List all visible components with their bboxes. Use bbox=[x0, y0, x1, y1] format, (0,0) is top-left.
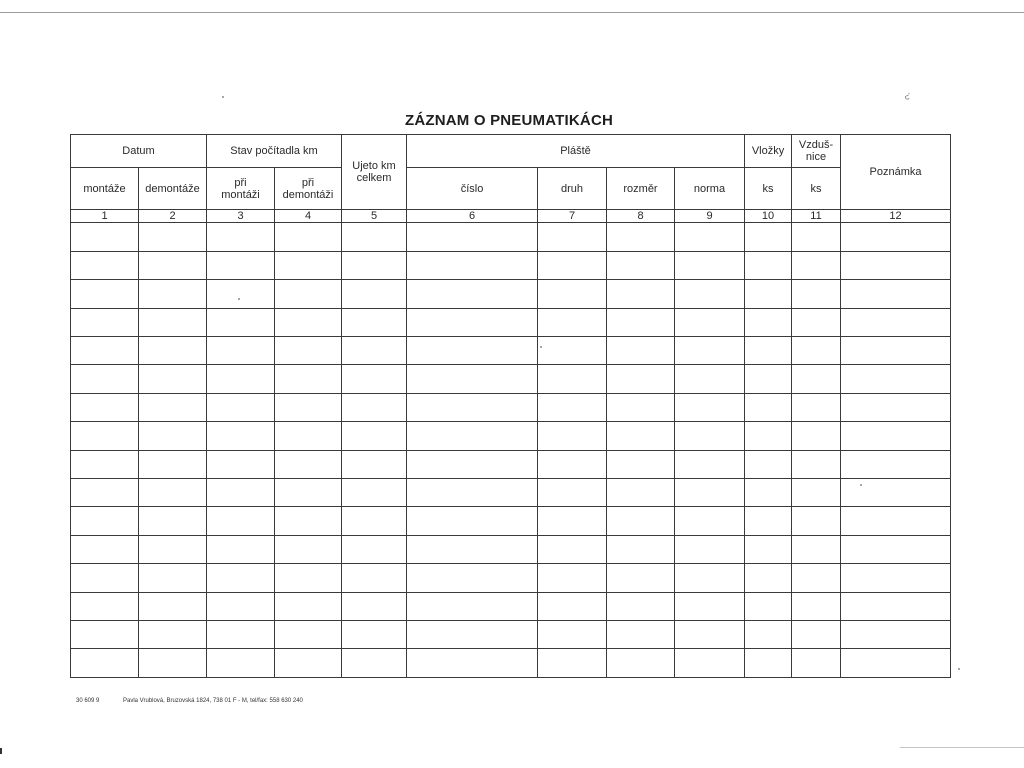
header-demontaze: demontáže bbox=[139, 168, 207, 210]
empty-cell bbox=[139, 649, 207, 678]
empty-cell bbox=[275, 280, 342, 308]
empty-cell bbox=[207, 507, 275, 535]
empty-cell bbox=[139, 592, 207, 620]
empty-cell bbox=[407, 620, 538, 648]
empty-cell bbox=[675, 365, 745, 393]
footer-form-code: 30 609 9 bbox=[76, 698, 100, 704]
empty-cell bbox=[792, 507, 841, 535]
empty-cell bbox=[538, 280, 607, 308]
empty-cell bbox=[675, 450, 745, 478]
column-number: 9 bbox=[675, 210, 745, 223]
empty-cell bbox=[675, 620, 745, 648]
empty-cell bbox=[207, 592, 275, 620]
empty-cell bbox=[207, 393, 275, 421]
corner-mark: ¿ bbox=[903, 89, 913, 102]
header-vzdusnice-ks: ks bbox=[792, 168, 841, 210]
empty-cell bbox=[607, 535, 675, 563]
empty-cell bbox=[342, 393, 407, 421]
table-row bbox=[71, 564, 951, 592]
empty-cell bbox=[342, 535, 407, 563]
empty-cell bbox=[139, 365, 207, 393]
empty-cell bbox=[841, 564, 951, 592]
empty-cell bbox=[607, 308, 675, 336]
header-vlozky: Vložky bbox=[745, 135, 792, 168]
empty-cell bbox=[71, 336, 139, 364]
empty-cell bbox=[607, 507, 675, 535]
empty-cell bbox=[275, 564, 342, 592]
empty-cell bbox=[792, 308, 841, 336]
empty-cell bbox=[139, 507, 207, 535]
empty-cell bbox=[607, 393, 675, 421]
table-body bbox=[71, 135, 951, 678]
empty-cell bbox=[841, 251, 951, 279]
empty-cell bbox=[841, 535, 951, 563]
empty-cell bbox=[792, 592, 841, 620]
table-row bbox=[71, 280, 951, 308]
empty-cell bbox=[139, 535, 207, 563]
empty-cell bbox=[538, 535, 607, 563]
empty-cell bbox=[607, 478, 675, 506]
empty-cell bbox=[342, 336, 407, 364]
empty-cell bbox=[275, 535, 342, 563]
empty-cell bbox=[841, 223, 951, 251]
empty-cell bbox=[342, 251, 407, 279]
column-number-row bbox=[71, 210, 951, 223]
empty-cell bbox=[342, 280, 407, 308]
empty-cell bbox=[139, 450, 207, 478]
empty-cell bbox=[675, 649, 745, 678]
empty-cell bbox=[745, 223, 792, 251]
scan-edge-rule bbox=[900, 747, 1024, 748]
table-row bbox=[71, 336, 951, 364]
table-row bbox=[71, 223, 951, 251]
table-row bbox=[71, 251, 951, 279]
empty-cell bbox=[538, 223, 607, 251]
empty-cell bbox=[675, 564, 745, 592]
header-vzdusnice-line2: nice bbox=[805, 151, 827, 164]
empty-cell bbox=[275, 336, 342, 364]
empty-cell bbox=[538, 649, 607, 678]
empty-cell bbox=[342, 620, 407, 648]
empty-cell bbox=[407, 365, 538, 393]
header-row-2 bbox=[71, 168, 951, 210]
header-norma: norma bbox=[675, 168, 745, 210]
empty-cell bbox=[71, 308, 139, 336]
empty-cell bbox=[71, 507, 139, 535]
empty-cell bbox=[275, 620, 342, 648]
empty-cell bbox=[841, 507, 951, 535]
scan-edge-mark bbox=[0, 748, 2, 754]
empty-cell bbox=[745, 251, 792, 279]
column-number: 2 bbox=[139, 210, 207, 223]
empty-cell bbox=[207, 308, 275, 336]
scan-speck bbox=[540, 346, 542, 348]
header-rozmer: rozměr bbox=[607, 168, 675, 210]
empty-cell bbox=[407, 223, 538, 251]
header-vlozky-ks: ks bbox=[745, 168, 792, 210]
empty-cell bbox=[139, 251, 207, 279]
empty-cell bbox=[538, 308, 607, 336]
header-datum: Datum bbox=[71, 135, 207, 168]
empty-cell bbox=[407, 308, 538, 336]
empty-cell bbox=[538, 365, 607, 393]
empty-cell bbox=[139, 564, 207, 592]
column-number: 4 bbox=[275, 210, 342, 223]
empty-cell bbox=[745, 365, 792, 393]
empty-cell bbox=[407, 478, 538, 506]
empty-cell bbox=[538, 251, 607, 279]
empty-cell bbox=[342, 365, 407, 393]
empty-cell bbox=[207, 450, 275, 478]
empty-cell bbox=[841, 422, 951, 450]
empty-cell bbox=[745, 478, 792, 506]
empty-cell bbox=[407, 564, 538, 592]
empty-cell bbox=[342, 478, 407, 506]
empty-cell bbox=[745, 649, 792, 678]
scan-speck bbox=[222, 96, 224, 98]
empty-cell bbox=[342, 564, 407, 592]
empty-cell bbox=[841, 649, 951, 678]
empty-cell bbox=[275, 450, 342, 478]
empty-cell bbox=[792, 649, 841, 678]
empty-cell bbox=[792, 422, 841, 450]
empty-cell bbox=[207, 649, 275, 678]
empty-cell bbox=[139, 308, 207, 336]
empty-cell bbox=[342, 308, 407, 336]
empty-cell bbox=[275, 422, 342, 450]
empty-cell bbox=[71, 649, 139, 678]
empty-cell bbox=[538, 336, 607, 364]
empty-cell bbox=[207, 223, 275, 251]
empty-cell bbox=[792, 365, 841, 393]
empty-cell bbox=[407, 507, 538, 535]
empty-cell bbox=[607, 592, 675, 620]
table-row bbox=[71, 450, 951, 478]
empty-cell bbox=[275, 393, 342, 421]
empty-cell bbox=[792, 478, 841, 506]
empty-cell bbox=[71, 450, 139, 478]
column-number: 1 bbox=[71, 210, 139, 223]
empty-cell bbox=[675, 478, 745, 506]
table-row bbox=[71, 592, 951, 620]
empty-cell bbox=[792, 393, 841, 421]
tire-record-table bbox=[70, 134, 951, 678]
header-pri-demontazi-line1: při bbox=[301, 176, 315, 189]
empty-cell bbox=[745, 336, 792, 364]
empty-cell bbox=[607, 280, 675, 308]
column-number: 3 bbox=[207, 210, 275, 223]
empty-cell bbox=[407, 592, 538, 620]
empty-cell bbox=[675, 280, 745, 308]
column-number: 5 bbox=[342, 210, 407, 223]
empty-cell bbox=[275, 365, 342, 393]
column-number: 7 bbox=[538, 210, 607, 223]
header-row-1 bbox=[71, 135, 951, 168]
table-row bbox=[71, 393, 951, 421]
scan-speck bbox=[860, 484, 862, 486]
empty-cell bbox=[275, 478, 342, 506]
empty-cell bbox=[407, 649, 538, 678]
header-pri-montazi-line2: montáži bbox=[221, 188, 260, 201]
empty-cell bbox=[275, 507, 342, 535]
table-row bbox=[71, 535, 951, 563]
scan-speck bbox=[958, 668, 960, 670]
empty-cell bbox=[139, 336, 207, 364]
empty-cell bbox=[538, 393, 607, 421]
header-ujeto-line1: Ujeto km bbox=[352, 160, 396, 173]
empty-cell bbox=[71, 280, 139, 308]
empty-cell bbox=[342, 649, 407, 678]
empty-cell bbox=[745, 393, 792, 421]
empty-cell bbox=[745, 422, 792, 450]
empty-cell bbox=[675, 251, 745, 279]
column-number: 10 bbox=[745, 210, 792, 223]
empty-cell bbox=[207, 422, 275, 450]
empty-cell bbox=[407, 450, 538, 478]
empty-cell bbox=[71, 251, 139, 279]
empty-cell bbox=[607, 336, 675, 364]
empty-cell bbox=[71, 365, 139, 393]
empty-cell bbox=[675, 422, 745, 450]
empty-cell bbox=[207, 251, 275, 279]
empty-cell bbox=[275, 308, 342, 336]
empty-cell bbox=[745, 450, 792, 478]
empty-cell bbox=[841, 478, 951, 506]
header-ujeto-line2: celkem bbox=[356, 172, 392, 185]
empty-cell bbox=[675, 535, 745, 563]
empty-cell bbox=[841, 280, 951, 308]
empty-cell bbox=[841, 450, 951, 478]
empty-cell bbox=[407, 280, 538, 308]
empty-cell bbox=[275, 251, 342, 279]
empty-cell bbox=[71, 564, 139, 592]
empty-cell bbox=[792, 620, 841, 648]
empty-cell bbox=[538, 478, 607, 506]
empty-cell bbox=[745, 620, 792, 648]
empty-cell bbox=[792, 450, 841, 478]
empty-cell bbox=[207, 365, 275, 393]
empty-cell bbox=[342, 223, 407, 251]
empty-cell bbox=[139, 478, 207, 506]
header-poznamka: Poznámka bbox=[841, 135, 951, 210]
header-pri-demontazi bbox=[275, 168, 342, 210]
empty-cell bbox=[71, 223, 139, 251]
empty-cell bbox=[407, 393, 538, 421]
empty-cell bbox=[538, 620, 607, 648]
header-vzdusnice-line1: Vzduš- bbox=[798, 139, 834, 152]
empty-cell bbox=[607, 422, 675, 450]
header-plaste: Pláště bbox=[407, 135, 745, 168]
column-number: 6 bbox=[407, 210, 538, 223]
empty-cell bbox=[275, 223, 342, 251]
empty-cell bbox=[745, 592, 792, 620]
empty-cell bbox=[207, 336, 275, 364]
empty-cell bbox=[841, 393, 951, 421]
empty-cell bbox=[207, 535, 275, 563]
footer-printer-info: Pavla Vrublová, Bruzovská 1824, 738 01 F - M, tel/fax: 558 630 240 bbox=[123, 698, 303, 704]
empty-cell bbox=[607, 223, 675, 251]
empty-cell bbox=[139, 393, 207, 421]
empty-cell bbox=[139, 422, 207, 450]
empty-cell bbox=[792, 223, 841, 251]
table-row bbox=[71, 308, 951, 336]
empty-cell bbox=[71, 592, 139, 620]
empty-cell bbox=[538, 592, 607, 620]
empty-cell bbox=[675, 308, 745, 336]
empty-cell bbox=[607, 450, 675, 478]
empty-cell bbox=[745, 564, 792, 592]
empty-cell bbox=[745, 507, 792, 535]
column-number: 12 bbox=[841, 210, 951, 223]
empty-cell bbox=[207, 620, 275, 648]
scan-speck bbox=[238, 298, 240, 300]
empty-cell bbox=[792, 251, 841, 279]
empty-cell bbox=[675, 336, 745, 364]
empty-cell bbox=[792, 336, 841, 364]
column-number: 11 bbox=[792, 210, 841, 223]
empty-cell bbox=[407, 336, 538, 364]
empty-cell bbox=[342, 592, 407, 620]
empty-cell bbox=[675, 507, 745, 535]
page-title: ZÁZNAM O PNEUMATIKÁCH bbox=[404, 112, 614, 129]
empty-cell bbox=[139, 620, 207, 648]
header-druh: druh bbox=[538, 168, 607, 210]
empty-cell bbox=[792, 535, 841, 563]
empty-cell bbox=[407, 251, 538, 279]
table-row bbox=[71, 620, 951, 648]
empty-cell bbox=[207, 478, 275, 506]
empty-cell bbox=[792, 280, 841, 308]
empty-cell bbox=[745, 280, 792, 308]
column-number: 8 bbox=[607, 210, 675, 223]
header-ujeto-km bbox=[342, 135, 407, 210]
empty-cell bbox=[745, 535, 792, 563]
empty-cell bbox=[675, 592, 745, 620]
empty-cell bbox=[407, 535, 538, 563]
empty-cell bbox=[745, 308, 792, 336]
empty-cell bbox=[71, 393, 139, 421]
empty-cell bbox=[275, 649, 342, 678]
top-edge-rule bbox=[0, 12, 1024, 13]
empty-cell bbox=[841, 308, 951, 336]
header-cislo: číslo bbox=[407, 168, 538, 210]
empty-cell bbox=[841, 365, 951, 393]
empty-cell bbox=[538, 422, 607, 450]
empty-cell bbox=[607, 564, 675, 592]
empty-cell bbox=[538, 564, 607, 592]
table-row bbox=[71, 365, 951, 393]
header-pri-montazi bbox=[207, 168, 275, 210]
empty-cell bbox=[407, 422, 538, 450]
empty-cell bbox=[71, 422, 139, 450]
empty-cell bbox=[607, 620, 675, 648]
empty-cell bbox=[207, 280, 275, 308]
empty-cell bbox=[841, 620, 951, 648]
empty-cell bbox=[342, 422, 407, 450]
empty-cell bbox=[538, 450, 607, 478]
table-row bbox=[71, 649, 951, 678]
empty-cell bbox=[792, 564, 841, 592]
empty-cell bbox=[207, 564, 275, 592]
header-montaze: montáže bbox=[71, 168, 139, 210]
empty-cell bbox=[275, 592, 342, 620]
header-vzdusnice bbox=[792, 135, 841, 168]
table-row bbox=[71, 422, 951, 450]
empty-cell bbox=[342, 450, 407, 478]
table-row bbox=[71, 478, 951, 506]
empty-cell bbox=[139, 280, 207, 308]
table-row bbox=[71, 507, 951, 535]
empty-cell bbox=[71, 478, 139, 506]
header-pri-demontazi-line2: demontáži bbox=[282, 188, 334, 201]
header-stav-pocitadla: Stav počítadla km bbox=[207, 135, 342, 168]
empty-cell bbox=[607, 649, 675, 678]
empty-cell bbox=[538, 507, 607, 535]
empty-cell bbox=[675, 393, 745, 421]
empty-cell bbox=[139, 223, 207, 251]
empty-cell bbox=[342, 507, 407, 535]
empty-cell bbox=[841, 592, 951, 620]
empty-cell bbox=[607, 365, 675, 393]
empty-cell bbox=[71, 620, 139, 648]
empty-cell bbox=[71, 535, 139, 563]
empty-cell bbox=[675, 223, 745, 251]
empty-cell bbox=[607, 251, 675, 279]
empty-cell bbox=[841, 336, 951, 364]
header-pri-montazi-line1: při bbox=[234, 176, 247, 189]
